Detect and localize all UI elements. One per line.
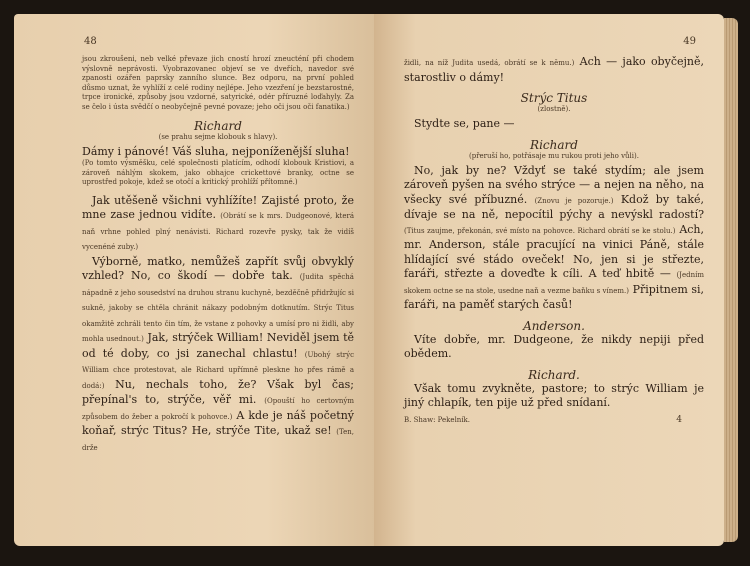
speaker-richard-1: Richard <box>194 118 242 133</box>
dialogue-line-3-stage-2: (Ubohý strýc William chce protestovat, ale Richard upřímně plesknе ho přes rámě a dodá:) <box>82 350 355 390</box>
richard-speech-b: Kdož by také, dívaje se na ně, nepocítil pýchy a nevýskl radostí? <box>404 192 705 221</box>
richard-speech-b-stage: (Titus zaujme, překonán, své místo na pohovce. Richard obrátí se ke stolu.) <box>404 226 676 235</box>
richard-speech-c-stage: (Jedním skokem octne se na stole, usedne naň a vezme baňku s vínem.) <box>404 271 704 295</box>
left-page-number: 48 <box>84 36 97 47</box>
richard-speech-d: Připitnem si, faráři, na paměť starých časů! <box>404 282 705 311</box>
stage-direction-1: (Po tomto výsměšku, celé společnosti platícím, odhodí klobouk Kristiovi, a zároveň náhlým skokem, jako obhajce crickettové branky, octne se uprostřed pokoje, kdež se otočí a kritický prohlíží přítomné.) <box>82 159 354 187</box>
dialogue-line-2 <box>82 194 354 255</box>
dialogue-line-3-end: Jak, strýček William! Neviděl jsem tě od té doby, co jsi zanechal chlastu! <box>82 331 354 360</box>
anderson-line: Víte dobře, mr. Dudgeone, že nikdy nepiji před obědem. <box>404 332 704 360</box>
speaker-richard-2: Richard <box>530 137 578 152</box>
speaker-anderson: Anderson. <box>523 318 585 333</box>
left-page <box>14 14 374 546</box>
footer-signature: B. Shaw: Pekelník. <box>404 415 471 424</box>
dialogue-line-2-text: Jak utěšeně všichni vyhlížíte! Zajisté proto, že mne zase jednou vidíte. <box>82 193 354 222</box>
footer-sheet-number: 4 <box>676 414 682 425</box>
carry-over-line <box>404 55 704 85</box>
dialogue-line-3-stage: (Judita spěchá nápadně z jeho sousedství na druhou stranu kuchyně, bezděčně přidržujíc si sukně, jakoby se chtěla chránit nákazy podobným dotknutím. Strýc Titus okamžitě zchráli tento čin tím, že vstane z pohovky a umísí pro ni židli, aby mohla usednout.) <box>82 273 354 344</box>
dialogue-line-2-stage: (Obrátí se k mrs. Dudgeonové, která naň vrhne pohled plný nenávisti. Richard rozevře pysky, tak že vidíš vycenéné zuby.) <box>82 212 354 252</box>
richard-final-line: Však tomu zvykněte, pastore; to strýc William je jiný chlapík, ten pije už před snídaní. <box>404 381 704 409</box>
speaker-richard-2-direction: (přeruší ho, potřásaje mu rukou proti jeho vůli). <box>468 151 639 160</box>
richard-speech-a: No, jak by ne? Vždyť se také stydím; ale jsem zároveň pyšen na svého strýce — a nejen na něho, na všecky své příbuzné. <box>404 163 704 206</box>
dialogue-line-3-stage-3: (Opouští ho certovným způsobem do žeber a pokročí k pohovce.) <box>82 397 355 421</box>
dialogue-line-3-end-3: A kde je náš početný koňař, strýc Titus? He, strýče Tite, ukaž se! <box>82 408 354 438</box>
intro-stage-direction: jsou zkroušeni, neb velké převaze jich cností hrozí zneucténí při chodem výslovně neprávosti. Vyobrazovanec objeví se ve dveřích, navedor své zpanosti ozářen paprsky zanního slunce. Bez odporu, na první pohled důsmo uznat, že vyhlíží z celé rodiny nejlépe. Jeho vzezření je bezstarostné, trpce ironické, způsoby jsou vzdorné, satyrické, odér příruzné loďahyly. Za se čelo i ústa svědčí o neobyčejně pevné povaze; jeho oči jsou oči fanatika.) <box>82 55 354 111</box>
carry-over-text: Ach — jako obyčejně, starostliv o dámy! <box>404 55 704 84</box>
richard-long-speech <box>404 164 704 313</box>
carry-over-stage: židli, na níž Judita usedá, obrátí se k němu.) <box>404 59 575 67</box>
dialogue-line-1: Dámy i pánové! Váš sluha, nejponíženější sluha! <box>82 144 350 158</box>
page-edges <box>724 18 738 542</box>
richard-speech-a-stage: (Znovu je pozoruje.) <box>534 196 614 205</box>
dialogue-line-3-stage-4: (Ten, drže <box>82 428 355 452</box>
dialogue-line-3 <box>82 255 354 456</box>
speaker-titus: Strýc Titus <box>520 91 588 105</box>
dialogue-line-3-end-2: Nu, nechals toho, že? Však byl čas; přepínal's to, strýče, věř mi. <box>82 377 354 407</box>
speaker-richard-1-direction: (se prahu sejme klobouk s hlavy). <box>158 132 278 141</box>
speaker-richard-3: Richard. <box>528 367 580 382</box>
right-page-number: 49 <box>683 36 696 47</box>
dialogue-line-3-text: Výborně, matko, nemůžeš zapřít svůj obvyklý vzhled? No, co škodí — dobře tak. <box>82 254 354 283</box>
titus-line: Stydte se, pane — <box>414 117 515 130</box>
right-page-footer <box>404 415 704 425</box>
richard-speech-c: Ach, mr. Anderson, stále pracující na vinici Páně, stále hlídající své stádo oveček! No, jen si je střezte, faráři, střezte a doveďte k cíli. A teď hbitě — <box>404 222 705 280</box>
speaker-titus-direction: (zlostně). <box>537 105 571 113</box>
right-page <box>374 14 724 546</box>
